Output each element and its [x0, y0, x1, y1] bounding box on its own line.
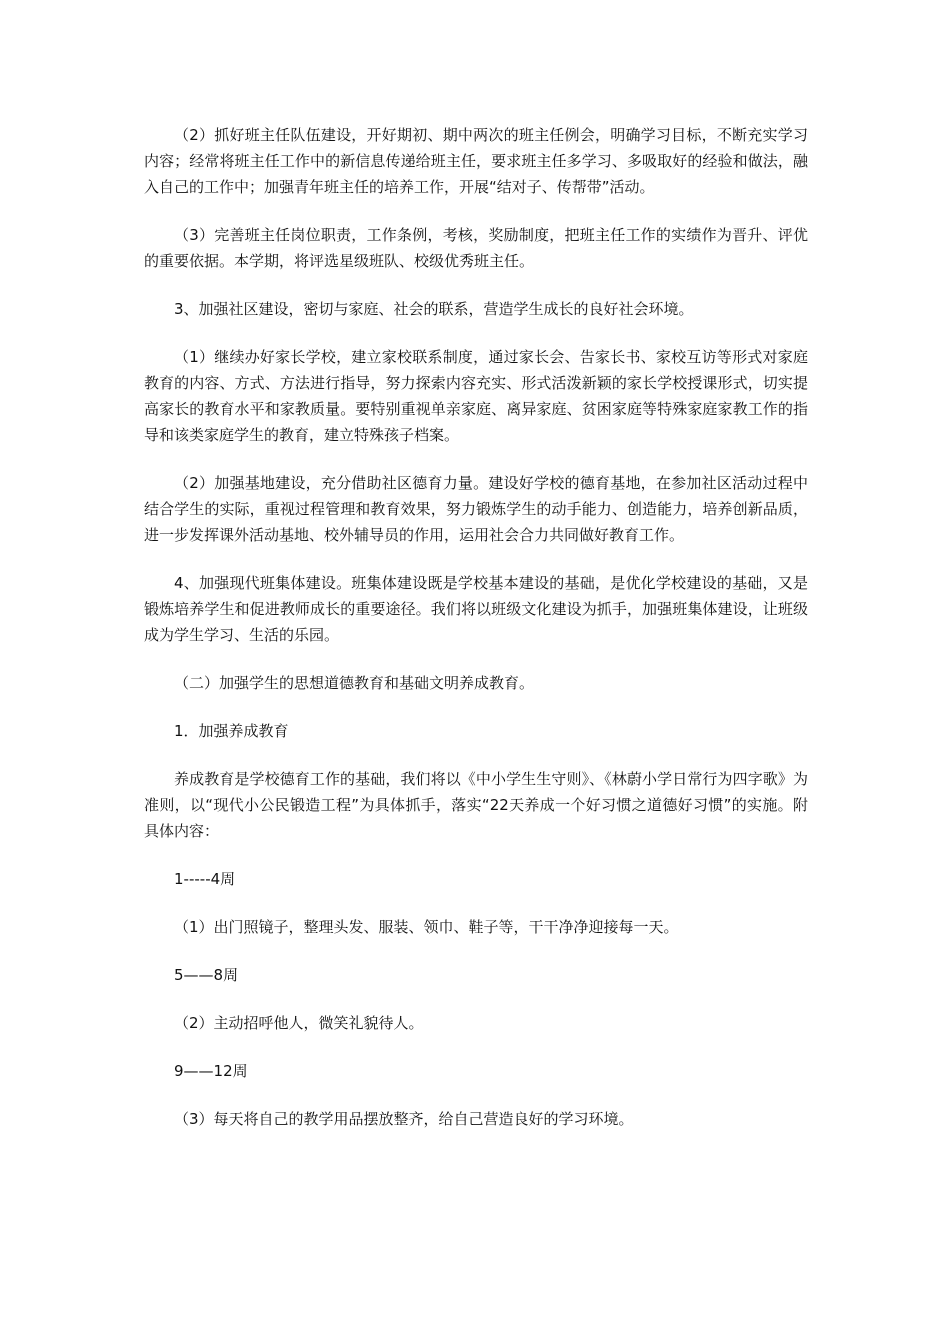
paragraph-week-range-1: 1-----4周	[174, 870, 236, 888]
paragraph-community-building: 3、加强社区建设，密切与家庭、社会的联系，营造学生成长的良好社会环境。	[174, 300, 694, 318]
paragraph-class-collective: 4、加强现代班集体建设。班集体建设既是学校基本建设的基础，是优化学校建设的基础，又是锻炼培养学生和促进教师成长的重要途径。我们将以班级文化建设为抓手，加强班集体建设，让班级成为学生学习、生活的乐园。	[144, 574, 808, 644]
paragraph-habit-education: 养成教育是学校德育工作的基础，我们将以《中小学生生守则》、《林蔚小学日常行为四字歌》为准则，以“现代小公民锻造工程”为具体抓手，落实“22天养成一个好习惯之道德好习惯”的实施。附具体内容：	[144, 770, 808, 840]
paragraph-section-heading: （二）加强学生的思想道德教育和基础文明养成教育。	[174, 674, 535, 692]
document-body	[144, 122, 808, 1154]
paragraph-class-teacher-duties: （3）完善班主任岗位职责，工作条例，考核，奖励制度，把班主任工作的实绩作为晋升、评优的重要依据。本学期，将评选星级班队、校级优秀班主任。	[144, 226, 808, 270]
paragraph-week-range-2: 5——8周	[174, 966, 239, 984]
paragraph-base-building: （2）加强基地建设，充分借助社区德育力量。建设好学校的德育基地，在参加社区活动过程中结合学生的实际，重视过程管理和教育效果，努力锻炼学生的动手能力、创造能力，培养创新品质，进一步发挥课外活动基地、校外辅导员的作用，运用社会合力共同做好教育工作。	[144, 474, 808, 544]
paragraph-week-range-3: 9——12周	[174, 1062, 248, 1080]
paragraph-item-2: （2）主动招呼他人，微笑礼貌待人。	[174, 1014, 424, 1032]
paragraph-parent-school: （1）继续办好家长学校，建立家校联系制度，通过家长会、告家长书、家校互访等形式对家庭教育的内容、方式、方法进行指导，努力探索内容充实、形式活泼新颖的家长学校授课形式，切实提高家长的教育水平和家教质量。要特别重视单亲家庭、离异家庭、贫困家庭等特殊家庭家教工作的指导和该类家庭学生的教育，建立特殊孩子档案。	[144, 348, 808, 444]
paragraph-class-teacher-team: （2）抓好班主任队伍建设，开好期初、期中两次的班主任例会，明确学习目标，不断充实学习内容；经常将班主任工作中的新信息传递给班主任，要求班主任多学习、多吸取好的经验和做法，融入自己的工作中；加强青年班主任的培养工作，开展“结对子、传帮带”活动。	[144, 126, 808, 196]
paragraph-habit-heading: 1．加强养成教育	[174, 722, 289, 740]
paragraph-item-1: （1）出门照镜子，整理头发、服装、领巾、鞋子等，干干净净迎接每一天。	[174, 918, 679, 936]
paragraph-item-3: （3）每天将自己的教学用品摆放整齐，给自己营造良好的学习环境。	[174, 1110, 634, 1128]
